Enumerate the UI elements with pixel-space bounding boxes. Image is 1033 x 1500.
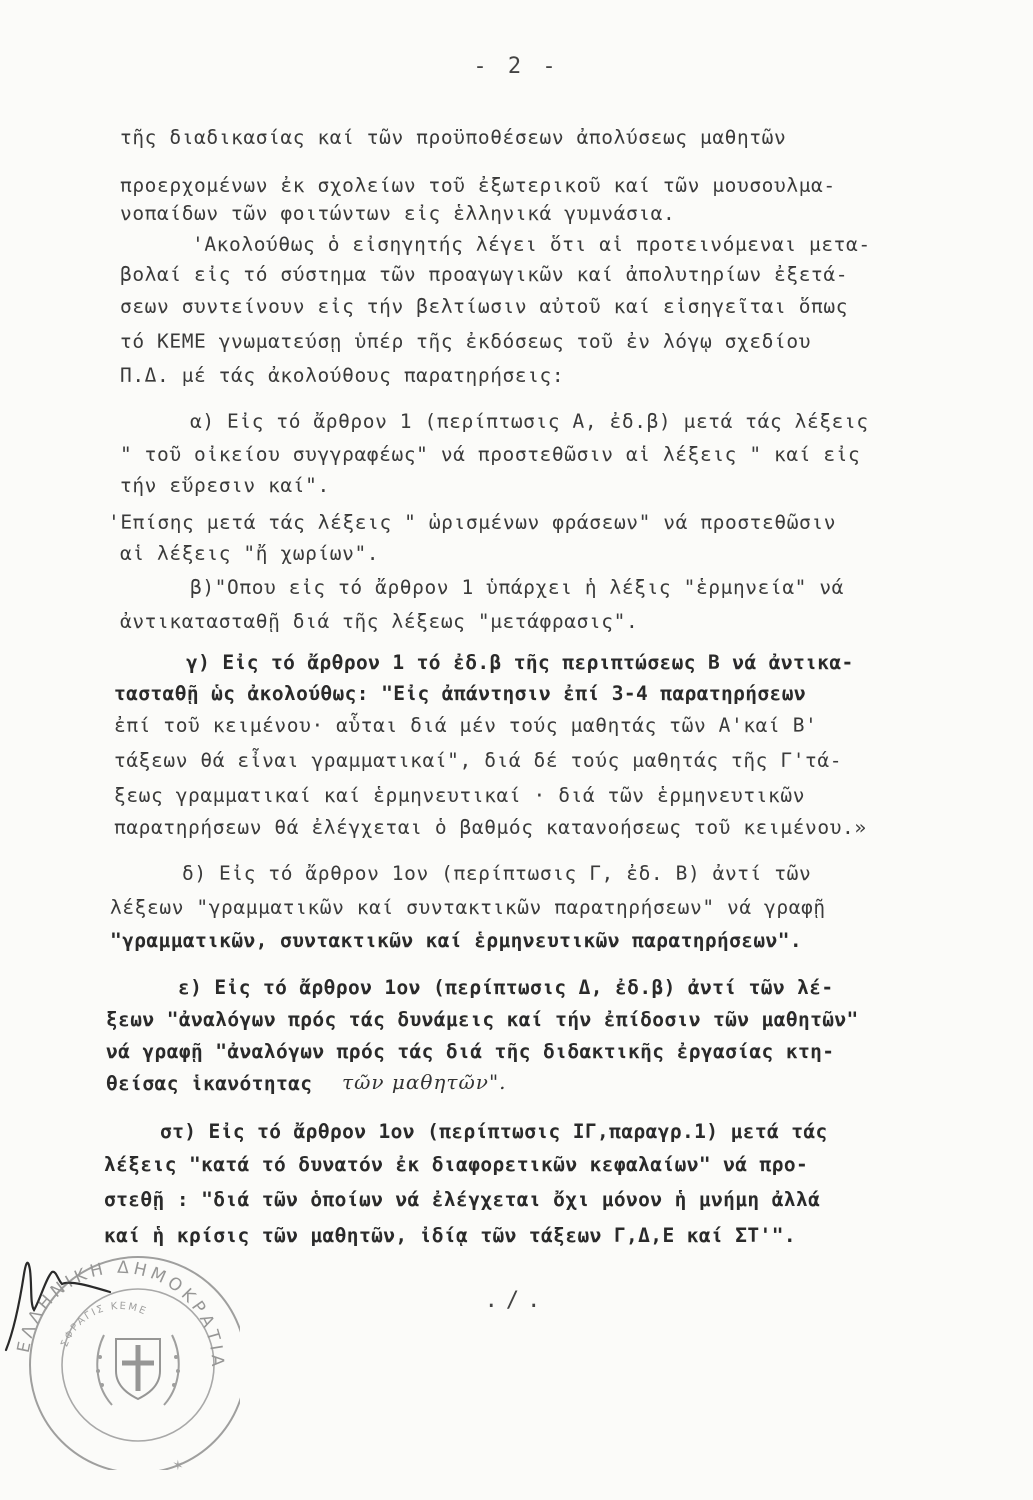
text-line: παρατηρήσεων θά ἐλέγχεται ὁ βαθμός κατανοήσεως τοῦ κειμένου.» (114, 816, 867, 839)
text-line: τό ΚΕΜΕ γνωματεύσῃ ὑπέρ τῆς ἐκδόσεως τοῦ ἐν λόγῳ σχεδίου (120, 330, 812, 353)
text-line: Π.Δ. μέ τάς ἀκολούθους παρατηρήσεις: (120, 364, 565, 387)
text-line: αἱ λέξεις "ἤ χωρίων". (120, 542, 380, 565)
text-line: νοπαίδων τῶν φοιτώντων εἰς ἑλληνικά γυμνάσια. (120, 202, 676, 225)
text-line: τάξεων θά εἶναι γραμματικαί", διά δέ τούς μαθητάς τῆς Γ'τά- (114, 749, 843, 772)
text-line: τῆς διαδικασίας καί τῶν προϋποθέσεων ἀπολύσεως μαθητῶν (120, 126, 787, 149)
text-line: λέξεων "γραμματικῶν καί συντακτικῶν παρατηρήσεων" νά γραφῇ (110, 896, 826, 919)
text-line: σεων συντείνουν εἰς τήν βελτίωσιν αὐτοῦ καί εἰσηγεῖται ὅπως (120, 295, 849, 318)
svg-text:ΕΛΛΗΝΙΚΗ ΔΗΜΟΚΡΑΤΙΑ: ΕΛΛΗΝΙΚΗ ΔΗΜΟΚΡΑΤΙΑ (13, 1257, 228, 1371)
text-line: καί ἡ κρίσις τῶν μαθητῶν, ἰδίᾳ τῶν τάξεων Γ,Δ,Ε καί ΣΤ'". (104, 1224, 796, 1247)
text-line: θείσας ἱκανότητας (106, 1072, 313, 1095)
svg-text:ΣΦΡΑΓΙΣ ΚΕΜΕ: ΣΦΡΑΓΙΣ ΚΕΜΕ (59, 1300, 149, 1349)
official-seal (0, 1240, 240, 1470)
text-line: δ) Εἰς τό ἄρθρον 1ον (περίπτωσις Γ, ἐδ. Β) ἀντί τῶν (182, 862, 812, 885)
handwritten-insert: τῶν μαθητῶν". (342, 1070, 507, 1094)
svg-text:✶: ✶ (172, 1458, 184, 1470)
text-line: ξεων "ἀναλόγων πρός τάς δυνάμεις καί τήν ἐπίδοσιν τῶν μαθητῶν" (106, 1008, 859, 1031)
text-line: β)"Οπου εἰς τό ἄρθρον 1 ὑπάρχει ἡ λέξις "ἑρμηνεία" νά (190, 576, 845, 599)
text-line: " τοῦ οἰκείου συγγραφέως" νά προστεθῶσιν αἱ λέξεις " καί εἰς (120, 443, 861, 466)
text-line: τήν εὕρεσιν καί". (120, 474, 330, 497)
text-line: ἐπί τοῦ κειμένου· αὗται διά μέν τούς μαθητάς τῶν Α'καί Β' (114, 714, 818, 737)
text-line: ξεως γραμματικαί καί ἑρμηνευτικαί · διά τῶν ἑρμηνευτικῶν (114, 784, 806, 807)
text-line: "γραμματικῶν, συντακτικῶν καί ἑρμηνευτικῶν παρατηρήσεων". (110, 929, 802, 952)
text-line: ε) Εἰς τό ἄρθρον 1ον (περίπτωσις Δ, ἐδ.β) ἀντί τῶν λέ- (178, 976, 834, 999)
text-line: 'Ακολούθως ὁ εἰσηγητής λέγει ὅτι αἱ προτεινόμεναι μετα- (192, 233, 871, 256)
text-line: τασταθῇ ὡς ἀκολούθως: "Εἰς ἀπάντησιν ἐπί 3-4 παρατηρήσεων (114, 682, 806, 705)
page-number: - 2 - (473, 54, 560, 79)
text-line: 'Επίσης μετά τάς λέξεις " ὡρισμένων φράσεων" νά προστεθῶσιν (108, 511, 837, 534)
text-line: νά γραφῇ "ἀναλόγων πρός τάς διά τῆς διδακτικῆς ἐργασίας κτη- (106, 1040, 835, 1063)
continuation-marks: ./. (484, 1288, 549, 1313)
text-line: βολαί εἰς τό σύστημα τῶν προαγωγικῶν καί ἀπολυτηρίων ἐξετά- (120, 263, 849, 286)
text-line: α) Εἰς τό ἄρθρον 1 (περίπτωσις Α, ἐδ.β) μετά τάς λέξεις (190, 410, 869, 433)
text-line: στεθῇ : "διά τῶν ὁποίων νά ἐλέγχεται ὄχι μόνον ἡ μνήμη ἀλλά (104, 1188, 821, 1211)
text-line: ἀντικατασταθῇ διά τῆς λέξεως "μετάφρασις". (120, 610, 639, 633)
text-line: προερχομένων ἐκ σχολείων τοῦ ἐξωτερικοῦ καί τῶν μουσουλμα- (120, 174, 836, 197)
text-line: γ) Εἰς τό ἄρθρον 1 τό ἐδ.β τῆς περιπτώσεως Β νά ἀντικα- (186, 651, 854, 674)
text-line: στ) Εἰς τό ἄρθρον 1ον (περίπτωσις ΙΓ,παραγρ.1) μετά τάς (160, 1120, 828, 1143)
text-line: λέξεις "κατά τό δυνατόν ἐκ διαφορετικῶν κεφαλαίων" νά προ- (104, 1153, 809, 1176)
